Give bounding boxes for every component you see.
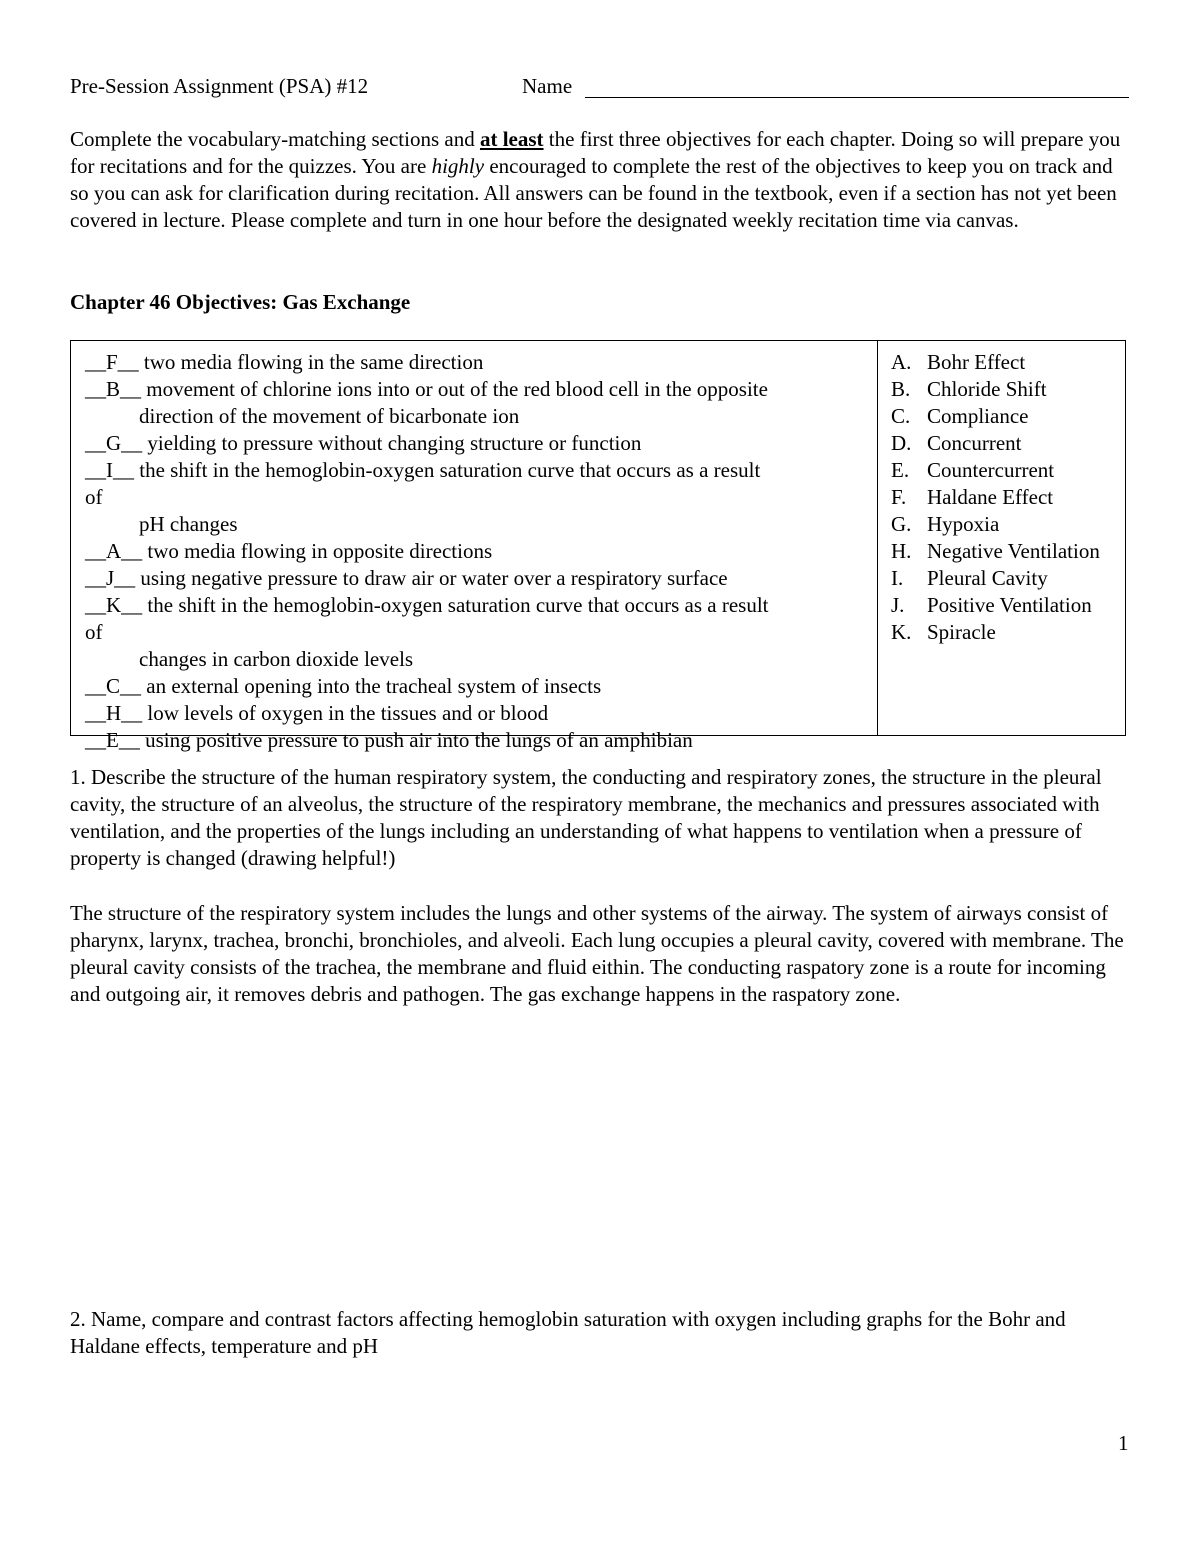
- term-word: Bohr Effect: [927, 350, 1026, 374]
- question-2: 2. Name, compare and contrast factors affecting hemoglobin saturation with oxygen including graphs for the Bohr and Haldane effects, temperature and pH: [70, 1307, 1066, 1358]
- matching-terms: [891, 349, 1116, 646]
- term-word: Negative Ventilation: [927, 539, 1100, 563]
- matching-definition-line: pH changes: [139, 512, 238, 536]
- matching-divider: [877, 341, 878, 735]
- matching-definition-line: __K__ the shift in the hemoglobin-oxygen saturation curve that occurs as a result: [85, 593, 769, 617]
- intro-text-3: encouraged to complete the rest of the objectives to keep you on track and so you can ask for clarification during recitation. All answers can be found in the textbook, even if a section has not yet been covered in lecture. Please complete and turn in one hour before the designated weekly recitation time via canvas.: [70, 154, 1117, 232]
- assignment-title: Pre-Session Assignment (PSA) #12: [70, 74, 369, 98]
- term-letter: E.: [891, 458, 910, 482]
- matching-definition-line: __E__ using positive pressure to push air into the lungs of an amphibian: [85, 728, 693, 752]
- intro-text-1: Complete the vocabulary-matching sections and: [70, 127, 480, 151]
- matching-definition-line: __A__ two media flowing in opposite directions: [85, 539, 493, 563]
- matching-definition-line: __C__ an external opening into the tracheal system of insects: [85, 674, 602, 698]
- name-label: Name: [522, 74, 573, 98]
- matching-term: [891, 511, 1116, 538]
- name-blank-line: [585, 97, 1129, 98]
- matching-term: [891, 565, 1116, 592]
- matching-table: [70, 340, 1126, 752]
- matching-definition-line: __B__ movement of chlorine ions into or out of the red blood cell in the opposite: [85, 377, 768, 401]
- page-number: 1: [1118, 1431, 1129, 1455]
- matching-definition-line: direction of the movement of bicarbonate ion: [139, 404, 520, 428]
- term-letter: B.: [891, 377, 911, 401]
- matching-term: [891, 592, 1116, 619]
- matching-definition-line: __J__ using negative pressure to draw air or water over a respiratory surface: [85, 566, 728, 590]
- matching-term: [891, 430, 1116, 457]
- term-letter: J.: [891, 593, 905, 617]
- term-word: Positive Ventilation: [927, 593, 1092, 617]
- term-letter: A.: [891, 350, 912, 374]
- term-letter: H.: [891, 539, 912, 563]
- matching-term: [891, 538, 1116, 565]
- intro-paragraph: [70, 126, 1130, 234]
- matching-definition-line: of: [85, 485, 103, 509]
- term-word: Chloride Shift: [927, 377, 1047, 401]
- term-word: Pleural Cavity: [927, 566, 1048, 590]
- term-word: Haldane Effect: [927, 485, 1054, 509]
- term-word: Countercurrent: [927, 458, 1055, 482]
- matching-term: [891, 619, 1116, 646]
- matching-definition-line: changes in carbon dioxide levels: [139, 647, 414, 671]
- matching-term: [891, 457, 1116, 484]
- matching-definition-line: __G__ yielding to pressure without changing structure or function: [85, 431, 642, 455]
- term-word: Compliance: [927, 404, 1029, 428]
- term-letter: G.: [891, 512, 912, 536]
- answer-1: The structure of the respiratory system includes the lungs and other systems of the airway. The system of airways consist of pharynx, larynx, trachea, bronchi, bronchioles, and alveoli. Each lung occupies a pleural cavity, covered with membrane. The pleural cavity consists of the trachea, the membrane and fluid eithin. The conducting raspatory zone is a route for incoming and outgoing air, it removes debris and pathogen. The gas exchange happens in the raspatory zone.: [70, 901, 1124, 1006]
- matching-term: [891, 484, 1116, 511]
- chapter-heading: Chapter 46 Objectives: Gas Exchange: [70, 290, 411, 314]
- matching-definition-line: __H__ low levels of oxygen in the tissues and or blood: [85, 701, 549, 725]
- term-letter: F.: [891, 485, 907, 509]
- matching-definition-line: of: [85, 620, 103, 644]
- matching-term: [891, 349, 1116, 376]
- term-word: Hypoxia: [927, 512, 1000, 536]
- term-letter: I.: [891, 566, 904, 590]
- intro-italic: highly: [431, 154, 485, 178]
- intro-text-2: the first three objectives for each chapter. Doing so will prepare you for recitations and for the quizzes. You are: [70, 127, 1121, 178]
- matching-term: [891, 403, 1116, 430]
- matching-definition-line: __I__ the shift in the hemoglobin-oxygen saturation curve that occurs as a result: [85, 458, 761, 482]
- term-letter: K.: [891, 620, 912, 644]
- intro-emphasis: at least: [479, 127, 544, 151]
- question-1: 1. Describe the structure of the human respiratory system, the conducting and respiratory zones, the structure in the pleural cavity, the structure of an alveolus, the structure of the respiratory membrane, the mechanics and pressures associated with ventilation, and the properties of the lungs including an understanding of what happens to ventilation when a pressure of property is changed (drawing helpful!): [70, 765, 1102, 870]
- matching-term: [891, 376, 1116, 403]
- matching-definitions: [85, 349, 871, 754]
- term-letter: C.: [891, 404, 911, 428]
- term-word: Spiracle: [927, 620, 996, 644]
- term-word: Concurrent: [927, 431, 1022, 455]
- term-letter: D.: [891, 431, 912, 455]
- matching-definition-line: __F__ two media flowing in the same direction: [85, 350, 484, 374]
